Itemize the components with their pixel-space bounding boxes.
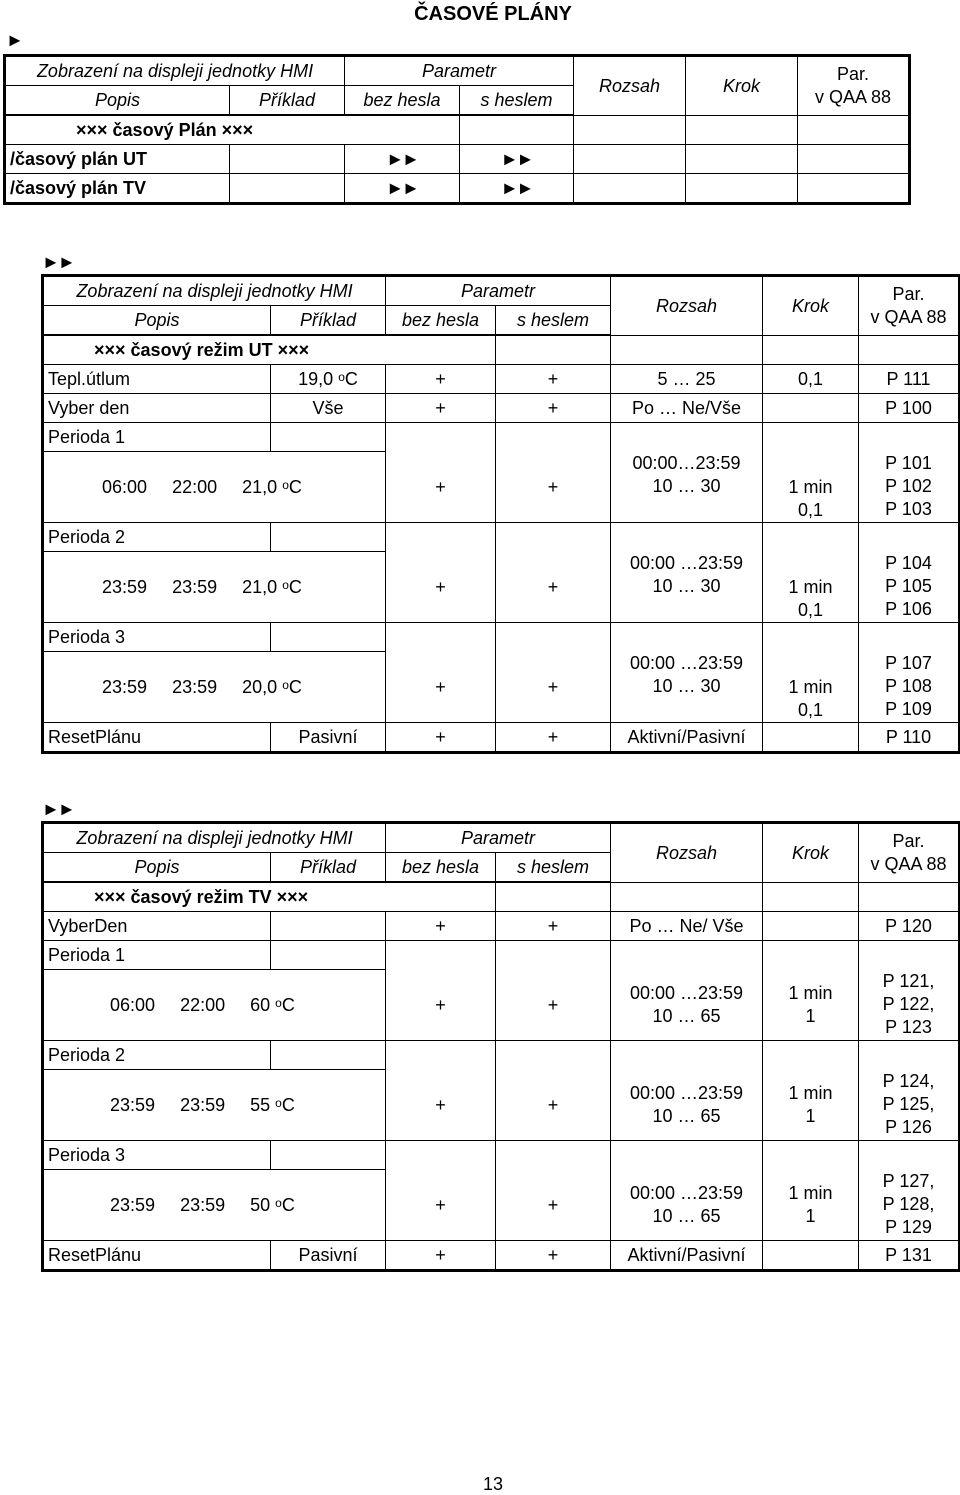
header-bez-hesla: bez hesla: [345, 86, 460, 116]
header-popis: Popis: [43, 853, 271, 883]
cell-empty: [686, 174, 798, 204]
plus-s: +: [496, 723, 611, 753]
cell-empty: [230, 174, 345, 204]
header-rozsah: Rozsah: [574, 56, 686, 116]
plus-bez: +: [386, 1070, 496, 1141]
section-title: ××× časový režim TV ×××: [43, 882, 496, 912]
cell-empty: [496, 882, 611, 912]
plus-s: +: [496, 365, 611, 394]
table-rezim-tv: [41, 821, 960, 1272]
cell-empty: [686, 145, 798, 174]
arrow-marker: ►: [6, 30, 22, 50]
period-values: 23:59 23:59 55 $^o$C: [43, 1070, 386, 1141]
cell-empty: [496, 423, 611, 452]
cell-empty: [611, 941, 763, 970]
cell-empty: [271, 423, 386, 452]
header-rozsah: Rozsah: [611, 276, 763, 336]
header-display: Zobrazení na displeji jednotky HMI: [43, 823, 386, 853]
cell-empty: [386, 623, 496, 652]
header-s-heslem: s heslem: [496, 853, 611, 883]
header-krok: Krok: [686, 56, 798, 116]
cell-empty: [763, 882, 859, 912]
par-value: P 131: [859, 1241, 960, 1271]
header-display: Zobrazení na displeji jednotky HMI: [43, 276, 386, 306]
plus-bez: +: [386, 652, 496, 723]
header-priklad: Příklad: [271, 306, 386, 336]
cell-empty: [611, 335, 763, 365]
plus-s: +: [496, 970, 611, 1041]
tepl-value: 19,0 $^o$C: [271, 365, 386, 394]
header-s-heslem: s heslem: [460, 86, 574, 116]
cell-empty: [496, 941, 611, 970]
period-krok: 1 min 1: [763, 1170, 859, 1241]
cell-empty: [798, 115, 910, 145]
period-par: P 107 P 108 P 109: [859, 652, 960, 723]
header-s-heslem: s heslem: [496, 306, 611, 336]
period-values: 23:59 23:59 20,0 $^o$C: [43, 652, 386, 723]
plus-bez: +: [386, 912, 496, 941]
cell-empty: [763, 335, 859, 365]
krok-value: 0,1: [763, 365, 859, 394]
period-values: 06:00 22:00 60 $^o$C: [43, 970, 386, 1041]
header-par: [798, 56, 910, 116]
cell-empty: [763, 523, 859, 552]
period-krok: 1 min 1: [763, 970, 859, 1041]
cell-empty: [574, 115, 686, 145]
row-label-vyber-den: VyberDen: [43, 912, 271, 941]
header-popis: Popis: [43, 306, 271, 336]
plus-bez: +: [386, 365, 496, 394]
plus-bez: +: [386, 1241, 496, 1271]
table-casovy-plan: [3, 54, 911, 205]
plus-s: +: [496, 452, 611, 523]
header-bez-hesla: bez hesla: [386, 306, 496, 336]
cell-empty: [763, 723, 859, 753]
plus-s: +: [496, 1170, 611, 1241]
period-rozsah: 00:00…23:59 10 … 30: [611, 452, 763, 523]
cell-empty: [611, 1041, 763, 1070]
cell-empty: [859, 523, 960, 552]
period-rozsah: 00:00 …23:59 10 … 30: [611, 552, 763, 623]
period-label: Perioda 1: [43, 423, 271, 452]
cell-empty: [763, 912, 859, 941]
period-rozsah: 00:00 …23:59 10 … 30: [611, 652, 763, 723]
arrow-bez: ►►: [345, 145, 460, 174]
plus-bez: +: [386, 452, 496, 523]
cell-empty: [574, 145, 686, 174]
cell-empty: [460, 115, 574, 145]
cell-empty: [859, 623, 960, 652]
cell-empty: [611, 623, 763, 652]
cell-empty: [386, 941, 496, 970]
cell-empty: [859, 423, 960, 452]
period-values: 23:59 23:59 21,0 $^o$C: [43, 552, 386, 623]
rozsah-value: Po … Ne/Vše: [611, 394, 763, 423]
cell-empty: [859, 1141, 960, 1170]
page-title: ČASOVÉ PLÁNY: [414, 3, 572, 25]
cell-empty: [574, 174, 686, 204]
cell-empty: [386, 423, 496, 452]
header-rozsah: Rozsah: [611, 823, 763, 883]
row-label-reset: ResetPlánu: [43, 723, 271, 753]
period-values: 23:59 23:59 50 $^o$C: [43, 1170, 386, 1241]
arrow-bez: ►►: [345, 174, 460, 204]
row-label-reset: ResetPlánu: [43, 1241, 271, 1271]
header-par-line1: Par.: [892, 283, 925, 304]
page-number: 13: [482, 1474, 504, 1494]
period-rozsah: 00:00 …23:59 10 … 65: [611, 970, 763, 1041]
cell-empty: [611, 882, 763, 912]
reset-value: Pasivní: [271, 723, 386, 753]
cell-empty: [271, 1141, 386, 1170]
rozsah-value: Po … Ne/ Vše: [611, 912, 763, 941]
cell-empty: [763, 1041, 859, 1070]
header-par-line2: v QAA 88: [870, 853, 947, 874]
plus-s: +: [496, 1241, 611, 1271]
plus-bez: +: [386, 970, 496, 1041]
krok-value: [763, 394, 859, 423]
row-label-vyber-den: Vyber den: [43, 394, 271, 423]
period-rozsah: 00:00 …23:59 10 … 65: [611, 1070, 763, 1141]
cell-empty: [763, 623, 859, 652]
period-krok: 1 min 1: [763, 1070, 859, 1141]
vyber-value: Vše: [271, 394, 386, 423]
header-krok: Krok: [763, 276, 859, 336]
cell-empty: [686, 115, 798, 145]
arrow-marker: ►►: [42, 252, 74, 272]
rozsah-value: Aktivní/Pasivní: [611, 723, 763, 753]
header-par-line1: Par.: [837, 63, 870, 84]
cell-empty: [496, 335, 611, 365]
reset-value: Pasivní: [271, 1241, 386, 1271]
par-value: P 110: [859, 723, 960, 753]
period-label: Perioda 3: [43, 1141, 271, 1170]
par-value: P 111: [859, 365, 960, 394]
period-par: P 124, P 125, P 126: [859, 1070, 960, 1141]
plus-s: +: [496, 912, 611, 941]
period-par: P 101 P 102 P 103: [859, 452, 960, 523]
cell-empty: [611, 423, 763, 452]
rozsah-value: 5 … 25: [611, 365, 763, 394]
period-krok: 1 min 0,1: [763, 452, 859, 523]
plus-s: +: [496, 652, 611, 723]
cell-empty: [859, 941, 960, 970]
header-parametr: Parametr: [386, 823, 611, 853]
period-krok: 1 min 0,1: [763, 552, 859, 623]
table-rezim-ut: [41, 274, 960, 754]
plus-s: +: [496, 394, 611, 423]
cell-empty: [611, 1141, 763, 1170]
header-krok: Krok: [763, 823, 859, 883]
header-par-line2: v QAA 88: [814, 86, 892, 107]
cell-empty: [859, 1041, 960, 1070]
arrow-s: ►►: [460, 145, 574, 174]
cell-empty: [386, 1041, 496, 1070]
header-popis: Popis: [5, 86, 230, 116]
header-par: [859, 276, 960, 336]
cell-empty: [496, 623, 611, 652]
plus-bez: +: [386, 1170, 496, 1241]
period-par: P 121, P 122, P 123: [859, 970, 960, 1041]
cell-empty: [496, 1041, 611, 1070]
cell-empty: [798, 145, 910, 174]
cell-empty: [611, 523, 763, 552]
cell-empty: [271, 523, 386, 552]
row-label-tepl-utlum: Tepl.útlum: [43, 365, 271, 394]
period-label: Perioda 3: [43, 623, 271, 652]
arrow-marker: ►►: [42, 799, 74, 819]
header-parametr: Parametr: [345, 56, 574, 86]
cell-empty: [386, 523, 496, 552]
header-par-line2: v QAA 88: [870, 306, 947, 327]
cell-empty: [386, 1141, 496, 1170]
cell-empty: [859, 335, 960, 365]
plus-s: +: [496, 552, 611, 623]
cell-empty: [763, 1141, 859, 1170]
section-title: ××× časový režim UT ×××: [43, 335, 496, 365]
header-display: Zobrazení na displeji jednotky HMI: [5, 56, 345, 86]
period-values: 06:00 22:00 21,0 $^o$C: [43, 452, 386, 523]
plus-bez: +: [386, 723, 496, 753]
period-krok: 1 min 0,1: [763, 652, 859, 723]
cell-empty: [271, 623, 386, 652]
header-par-line1: Par.: [892, 830, 925, 851]
row-label: /časový plán TV: [5, 174, 230, 204]
period-label: Perioda 2: [43, 523, 271, 552]
period-par: P 104 P 105 P 106: [859, 552, 960, 623]
period-label: Perioda 2: [43, 1041, 271, 1070]
cell-empty: [271, 912, 386, 941]
cell-empty: [230, 145, 345, 174]
header-parametr: Parametr: [386, 276, 611, 306]
plus-s: +: [496, 1070, 611, 1141]
cell-empty: [763, 941, 859, 970]
header-priklad: Příklad: [230, 86, 345, 116]
header-par: [859, 823, 960, 883]
cell-empty: [271, 941, 386, 970]
period-par: P 127, P 128, P 129: [859, 1170, 960, 1241]
header-priklad: Příklad: [271, 853, 386, 883]
period-rozsah: 00:00 …23:59 10 … 65: [611, 1170, 763, 1241]
cell-empty: [798, 174, 910, 204]
period-label: Perioda 1: [43, 941, 271, 970]
par-value: P 100: [859, 394, 960, 423]
arrow-s: ►►: [460, 174, 574, 204]
plus-bez: +: [386, 552, 496, 623]
cell-empty: [271, 1041, 386, 1070]
header-bez-hesla: bez hesla: [386, 853, 496, 883]
row-label: /časový plán UT: [5, 145, 230, 174]
cell-empty: [763, 423, 859, 452]
section-title: ××× časový Plán ×××: [5, 115, 460, 145]
rozsah-value: Aktivní/Pasivní: [611, 1241, 763, 1271]
par-value: P 120: [859, 912, 960, 941]
plus-bez: +: [386, 394, 496, 423]
cell-empty: [496, 1141, 611, 1170]
cell-empty: [763, 1241, 859, 1271]
cell-empty: [496, 523, 611, 552]
cell-empty: [859, 882, 960, 912]
